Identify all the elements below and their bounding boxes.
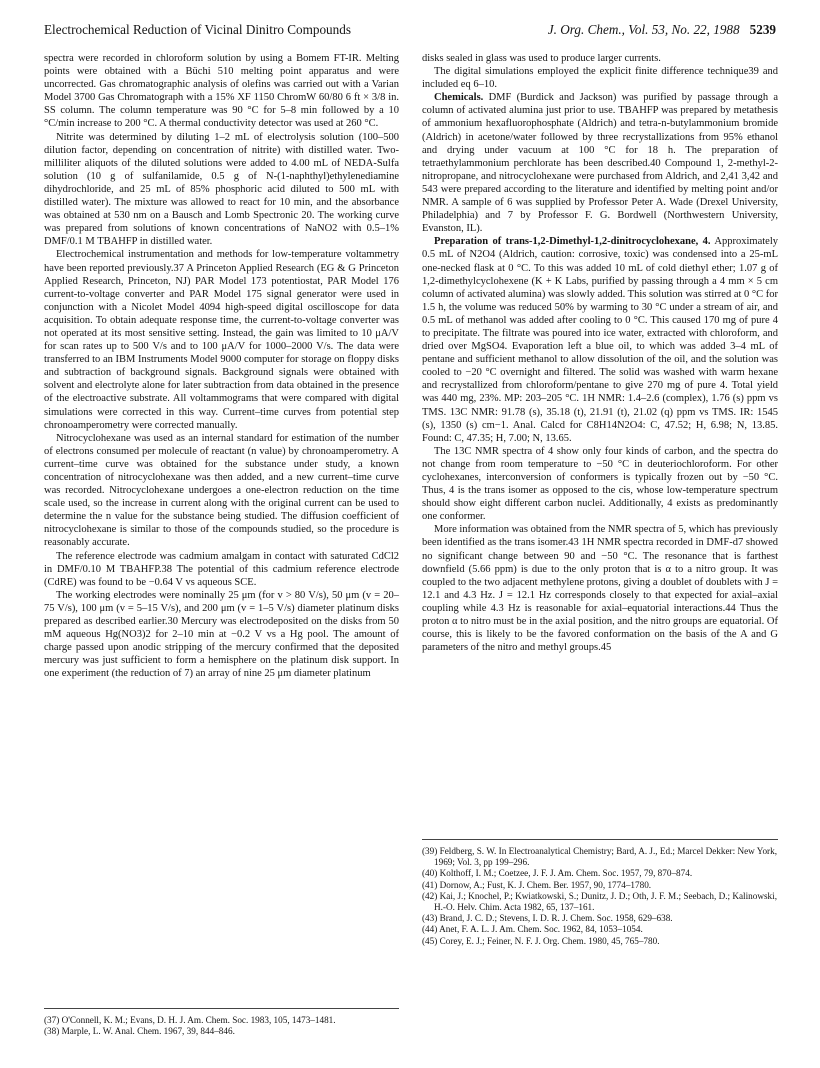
paragraph: [422, 235, 778, 445]
reference-item: (44) Anet, F. A. L. J. Am. Chem. Soc. 1962, 84, 1053–1054.: [422, 924, 643, 935]
paragraph-body: DMF (Burdick and Jackson) was purified by passage through a column of activated alumina just prior to use. TBAHFP was prepared by metathesis of ammonium hexafluorophosphate (Aldrich) and tetra-n-butylammonium bromide (Aldrich) in acetone/water followed by three recrystallizations from 95% ethanol and drying under vacuum at 100 °C for 18 h. The preparation of tetraethylammonium perchlorate has been described.40 Compound 1, 2-methyl-2-nitropropane, and nitrocyclohexane were purchased from Aldrich, and 2,41 3,42 and 543 were prepared according to the literature and identified by melting point and/or NMR. A sample of 6 was supplied by Professor Peter A. Wade (Drexel University, Philadelphia) and 7 by Professor F. G. Bordwell (Northwestern University, Evanston, IL).: [422, 92, 778, 235]
reference-item: (41) Dornow, A.; Fust, K. J. Chem. Ber. 1957, 90, 1774–1780.: [422, 879, 652, 890]
paragraph: Nitrite was determined by diluting 1–2 mL of electrolysis solution (100–500 dilution factor, depending on concentration of nitrite) with distilled water. Two-milliliter aliquots of the diluted solutions were added to 4.00 mL of NEDA-Sulfa solution (10 g of sulfanilamide, 0.5 g of N-(1-naphthyl)ethylenediamine dihydrochloride, and 25 mL of 85% phosphoric acid diluted to 500 mL with distilled water). The mixture was allowed to react for 10 min, and the absorbance was obtained at 530 nm on a Bausch and Lomb Spectronic 20. The working curve was prepared from solutions of known concentrations of NaNO2 with 0.5–1% DMF/0.1 M TBAHFP in distilled water.: [44, 131, 399, 248]
paragraph: The 13C NMR spectra of 4 show only four kinds of carbon, and the spectra do not change from room temperature to −50 °C in deuteriochloroform. For other cyclohexanes, interconversion of conformers is typically frozen out by −50 °C. Thus, 4 is the trans isomer as opposed to the cis, whose low-temperature spectrum should show eight different carbon nuclei. Additionally, 4 exists as predominantly one conformer.: [422, 445, 778, 523]
reference-item: (45) Corey, E. J.; Feiner, N. F. J. Org. Chem. 1980, 45, 765–780.: [422, 935, 660, 946]
running-header: [44, 22, 776, 42]
section-heading-chemicals: Chemicals.: [434, 92, 484, 104]
right-column: [422, 52, 778, 654]
footnote-references-left: [44, 1008, 399, 1037]
section-heading-preparation: Preparation of trans-1,2-Dimethyl-1,2-dinitrocyclohexane, 4.: [434, 236, 711, 248]
footnote-references-right: [422, 839, 778, 947]
paragraph: [422, 91, 778, 235]
reference-item: (38) Marple, L. W. Anal. Chem. 1967, 39, 844–846.: [44, 1026, 235, 1037]
paragraph: spectra were recorded in chloroform solution by using a Bomem FT-IR. Melting points were obtained with a Büchi 510 melting point apparatus and were uncorrected. Gas chromatographic analysis of olefins was carried out with a Varian Model 3700 Gas Chromatograph with a 15% XF 1150 ChromW 60/80 6 ft × 3/8 in. SS column. The column temperature was 90 °C for 5–8 min followed by a 10 °C/min increase to 200 °C. A thermal conductivity detector was used at 260 °C.: [44, 53, 399, 130]
reference-item: (39) Feldberg, S. W. In Electroanalytical Chemistry; Bard, A. J., Ed.; Marcel Dekker: New York, 1969; Vol. 3, pp 199–296.: [422, 846, 778, 868]
page-number: 5239: [749, 22, 776, 37]
reference-item: (42) Kai, J.; Knochel, P.; Kwiatkowski, S.; Dunitz, J. D.; Oth, J. F. M.; Seebach, D.; Kalinowski, H.-O. Helv. Chim. Acta 1982, 65, 137–161.: [422, 890, 778, 913]
running-title: Electrochemical Reduction of Vicinal Dinitro Compounds: [44, 22, 351, 37]
journal-name: J. Org. Chem., Vol. 53, No. 22, 1988: [547, 22, 740, 37]
paragraph: More information was obtained from the NMR spectra of 5, which has previously been identified as the trans isomer.43 1H NMR spectra recorded in DMF-d7 showed no significant change between 90 and −50 °C. The resonance that is farthest downfield (5.66 ppm) is due to the only proton that is α to a nitro group. It was coupled to the two adjacent methylene protons, giving a doublet of doublets with J = 12.1 and 4.3 Hz. J = 12.1 Hz corresponds closely to that expected for axial–axial coupling while 4.3 Hz is reasonable for axial–equatorial interactions.44 Thus the proton α to nitro must be in the axial position, and the nitro groups are equatorial. Of course, this is likely to be the favored conformation on the basis of the A and G parameters of the nitro and methyl groups.45: [422, 524, 779, 654]
reference-item: (40) Kolthoff, I. M.; Coetzee, J. F. J. Am. Chem. Soc. 1957, 79, 870–874.: [422, 868, 693, 879]
paragraph: The working electrodes were nominally 25 μm (for v > 80 V/s), 50 μm (v = 20–75 V/s), 100 μm (v = 5–15 V/s), and 200 μm (v = 1–5 V/s) diameter platinum disks prepared as described earlier.30 Mercury was electrodeposited on the disks from 50 mM aqueous Hg(NO3)2 for 2–10 min at −0.2 V vs a Hg pool. The amount of charge passed upon anodic stripping of the mercury confirmed that the deposited mercury was just sufficient to form a hemisphere on the platinum disk support. In one experiment (the reduction of 7) an array of nine 25 μm diameter platinum: [44, 589, 399, 680]
reference-item: (43) Brand, J. C. D.; Stevens, I. D. R. J. Chem. Soc. 1958, 629–638.: [422, 913, 673, 924]
paragraph: The digital simulations employed the explicit finite difference technique39 and included eq 6–10.: [422, 66, 778, 91]
paragraph: disks sealed in glass was used to produce larger currents.: [422, 53, 661, 64]
paragraph: Nitrocyclohexane was used as an internal standard for estimation of the number of electrons consumed per molecule of reactant (n value) by chronoamperometry. A current–time curve was obtained for the substance under study, a known concentration of nitrocyclohexane was then added, and a new current–time curve was recorded. Nitrocyclohexane undergoes a one-electron reduction on the time scale used, so the increase in current along with the original current can be used to determine the n value for the substance being studied. The diffusion coefficient of nitrocyclohexane is similar to those of the compounds studied, so the procedure is reasonably accurate.: [44, 432, 399, 549]
paragraph: Electrochemical instrumentation and methods for low-temperature voltammetry have been reported previously.37 A Princeton Applied Research (EG & G Princeton Applied Research, Princeton, NJ) PAR Model 173 potentiostat, PAR Model 176 current-to-voltage converter and PAR Model 175 signal generator were used in conjunction with a Nicolet Model 4094 high-speed digital oscilloscope for data acquisition. To obtain adequate response time, the current-to-voltage converter was not operated at its most sensitive setting. Instead, the gain was limited to 10 μA/V for scan rates up to 500 V/s and to 100 μA/V for 1000–2000 V/s. The data were transferred to an IBM Instruments Model 9000 computer for storage on floppy disks and subtraction of background signals. Background signals were obtained with solvent and electrolyte alone for later subtraction from data obtained in the presence of the electroactive substrate. All voltammograms that were compared with digital simulations were corrected in this way. Current–time curves from potential step chronoamperometry were corrected manually.: [44, 249, 399, 431]
left-column: [44, 52, 399, 681]
journal-citation: [548, 22, 776, 42]
paragraph-body: Approximately 0.5 mL of N2O4 (Aldrich, caution: corrosive, toxic) was condensed into a 25-mL one-necked flask at 0 °C. To this was added 10 mL of cold diethyl ether; 1.07 g of 1,2-dimethylcyclohexene (K + K Labs, purified by passing through a 4 mm × 5 cm column of activated alumina) was slowly added. This solution was stirred at 0 °C for 1.5 h, the volume was reduced 50% by warming to 30 °C under a stream of air, and 0.5 mL of methanol was added after cooling to 0 °C. This caused 170 mg of pure 4 to precipitate. The filtrate was poured into ice water, extracted with chloroform, and dried over MgSO4. Evaporation left a blue oil, to which was added 3–4 mL of pentane and sufficient methanol to allow dissolution of the oil, and the solution was cooled to −20 °C overnight and filtered. The solid was washed with warm hexane and recrystallized from chloroform/pentane to give 270 mg of pure 4. Total yield was 440 mg, 23%. MP: 203–205 °C. 1H NMR: 1.4–2.6 (complex), 1.76 (s) ppm vs TMS. 13C NMR: 91.78 (s), 35.18 (t), 21.91 (t), 21.02 (q) ppm vs TMS. IR: 1545 (s), 1350 (s) cm−1. Anal. Calcd for C8H14N2O4: C, 47.52; H, 6.98; N, 13.85. Found: C, 47.35; H, 7.00; N, 13.65.: [422, 236, 778, 444]
reference-item: (37) O'Connell, K. M.; Evans, D. H. J. Am. Chem. Soc. 1983, 105, 1473–1481.: [44, 1015, 336, 1025]
paragraph: The reference electrode was cadmium amalgam in contact with saturated CdCl2 in DMF/0.10 M TBAHFP.38 The potential of this cadmium reference electrode (CdRE) was found to be −0.64 V vs aqueous SCE.: [44, 550, 399, 588]
